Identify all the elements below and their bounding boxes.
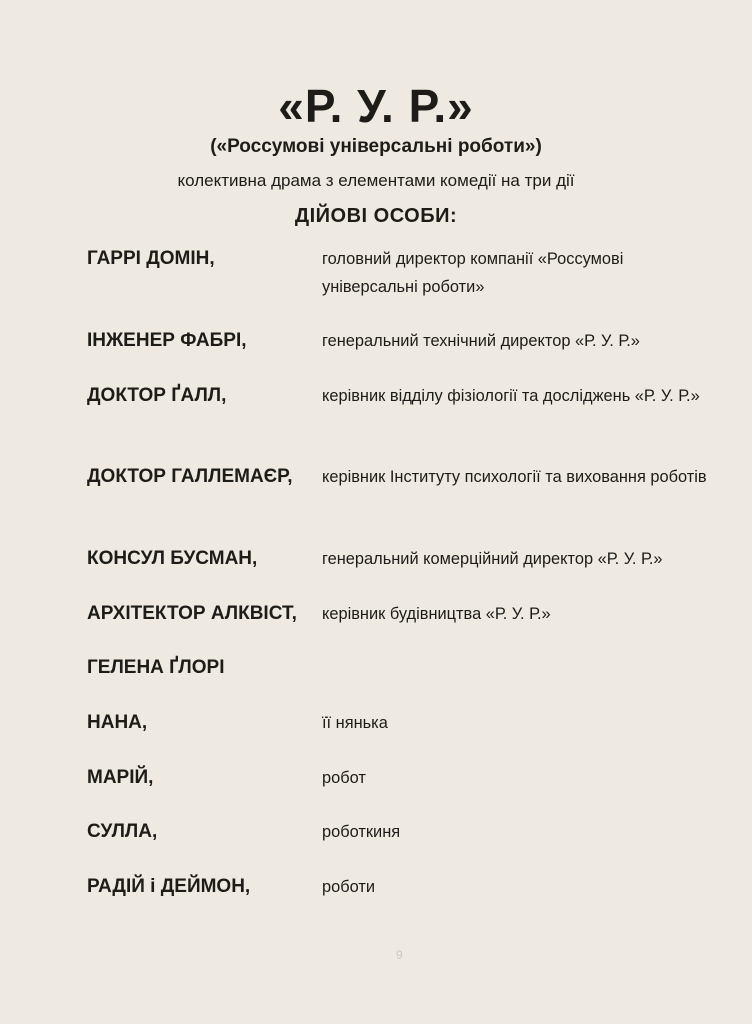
character-description: генеральний комерційний директор «Р. У. Р.» — [322, 550, 663, 568]
character-description: роботи — [322, 878, 376, 896]
play-genre: колективна драма з елементами комедії на три дії — [177, 171, 575, 190]
character-name: МАРІЙ, — [87, 767, 154, 788]
character-name: ГЕЛЕНА ҐЛОРІ — [87, 657, 225, 678]
character-name: КОНСУЛ БУСМАН, — [87, 548, 258, 569]
character-description: генеральний технічний директор «Р. У. Р.» — [322, 332, 640, 350]
character-description: керівник відділу фізіології та досліджень «Р. У. Р.» — [322, 387, 700, 405]
play-subtitle: («Россумові універсальні роботи») — [210, 136, 542, 157]
character-name: РАДІЙ і ДЕЙМОН, — [87, 876, 251, 897]
character-name: ДОКТОР ҐАЛЛ, — [87, 385, 227, 406]
play-title: «Р. У. Р.» — [278, 80, 474, 132]
character-name: ГАРРІ ДОМІН, — [87, 248, 215, 269]
cast-heading: ДІЙОВІ ОСОБИ: — [294, 205, 458, 227]
character-description: керівник будівництва «Р. У. Р.» — [322, 605, 551, 623]
character-description: роботкиня — [322, 823, 401, 841]
page-number: 9 — [396, 948, 403, 962]
character-description: робот — [322, 769, 366, 787]
character-name: СУЛЛА, — [87, 821, 158, 842]
character-name: ІНЖЕНЕР ФАБРІ, — [87, 330, 247, 351]
character-name: НАНА, — [87, 712, 148, 733]
character-description: головний директор компанії «Россумові універсальні роботи» — [322, 250, 624, 296]
character-name: ДОКТОР ГАЛЛЕМАЄР, — [87, 466, 293, 487]
character-description: керівник Інституту психології та виховання роботів — [322, 468, 707, 486]
character-description: її нянька — [322, 714, 388, 732]
character-name: АРХІТЕКТОР АЛКВІСТ, — [87, 603, 297, 624]
